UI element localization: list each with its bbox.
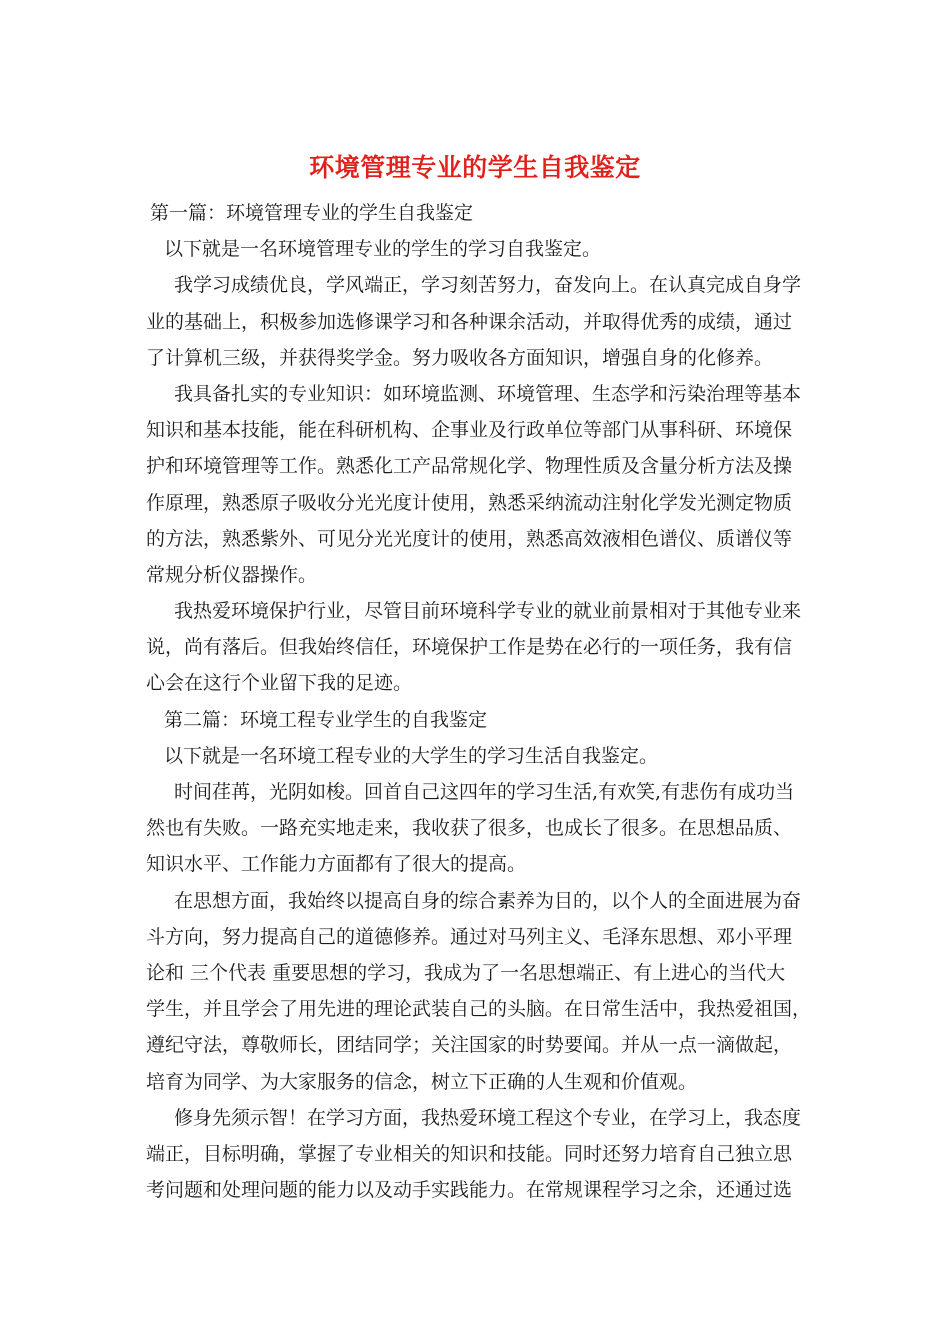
text-line: 论和 三个代表 重要思想的学习，我成为了一名思想端正、有上进心的当代大	[146, 961, 786, 984]
text-line: 心会在这行个业留下我的足迹。	[146, 672, 413, 695]
text-line: 修身先须示智！在学习方面，我热爱环境工程这个专业，在学习上，我态度	[174, 1106, 802, 1129]
text-line: 我热爱环境保护行业，尽管目前环境科学专业的就业前景相对于其他专业来	[174, 600, 802, 623]
text-line: 培育为同学、为大家服务的信念，树立下正确的人生观和价值观。	[146, 1070, 698, 1093]
text-line: 遵纪守法，尊敬师长，团结同学；关注国家的时势要闻。并从一点一滴做起，	[146, 1034, 793, 1057]
text-line: 业的基础上，积极参加选修课学习和各种课余活动，并取得优秀的成绩，通过	[146, 310, 793, 333]
text-line: 我具备扎实的专业知识：如环境监测、环境管理、生态学和污染治理等基本	[174, 382, 802, 405]
text-line: 了计算机三级，并获得奖学金。努力吸收各方面知识，增强自身的化修养。	[146, 346, 774, 369]
text-line: 第一篇：环境管理专业的学生自我鉴定	[150, 202, 474, 224]
document-body	[146, 195, 810, 1208]
text-line: 考问题和处理问题的能力以及动手实践能力。在常规课程学习之余，还通过选	[146, 1179, 793, 1202]
text-line: 端正，目标明确，掌握了专业相关的知识和技能。同时还努力培育自己独立思	[146, 1142, 793, 1165]
text-line: 知识水平、工作能力方面都有了很大的提高。	[146, 853, 527, 876]
text-line: 作原理，熟悉原子吸收分光光度计使用，熟悉采纳流动注射化学发光测定物质	[146, 491, 793, 514]
text-line: 然也有失败。一路充实地走来，我收获了很多，也成长了很多。在思想品质、	[146, 817, 793, 840]
text-line: 斗方向，努力提高自己的道德修养。通过对马列主义、毛泽东思想、邓小平理	[146, 925, 793, 948]
text-line: 知识和基本技能，能在科研机构、企事业及行政单位等部门从事科研、环境保	[146, 419, 793, 442]
text-line: 在思想方面，我始终以提高自身的综合素养为目的，以个人的全面进展为奋	[174, 889, 802, 912]
text-line: 常规分析仪器操作。	[146, 563, 318, 586]
text-line: 的方法，熟悉紫外、可见分光光度计的使用，熟悉高效液相色谱仪、质谱仪等	[146, 527, 793, 550]
text-line: 以下就是一名环境管理专业的学生的学习自我鉴定。	[164, 238, 602, 261]
text-line: 说，尚有落后。但我始终信任，环境保护工作是势在必行的一项任务，我有信	[146, 636, 793, 659]
text-line: 学生，并且学会了用先进的理论武装自己的头脑。在日常生活中，我热爱祖国，	[146, 998, 812, 1021]
text-line: 我学习成绩优良，学风端正，学习刻苦努力，奋发向上。在认真完成自身学	[174, 274, 802, 297]
text-line: 时间荏苒，光阴如梭。回首自己这四年的学习生活,有欢笑,有悲伤有成功当	[174, 781, 795, 803]
document-title: 环境管理专业的学生自我鉴定	[309, 153, 641, 182]
text-line: 以下就是一名环境工程专业的大学生的学习生活自我鉴定。	[164, 744, 659, 767]
text-line: 护和环境管理等工作。熟悉化工产品常规化学、物理性质及含量分析方法及操	[146, 455, 793, 478]
text-line: 第二篇：环境工程专业学生的自我鉴定	[164, 708, 488, 731]
